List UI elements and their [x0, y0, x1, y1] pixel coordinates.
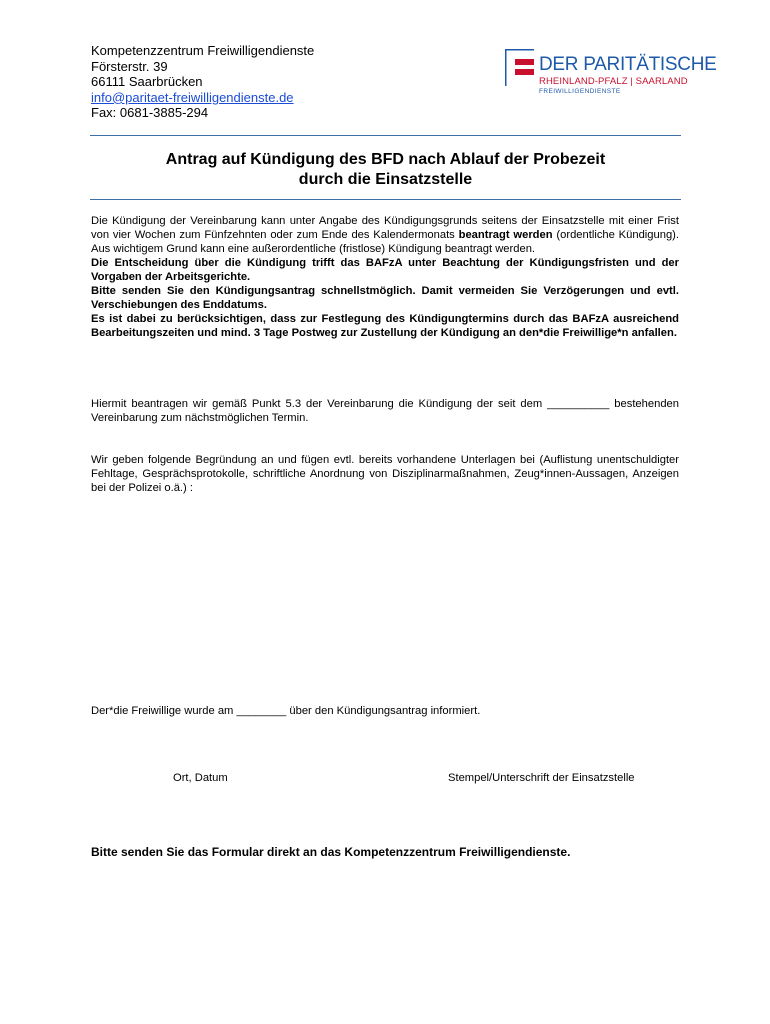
title-divider: [90, 199, 681, 200]
sender-address: [91, 43, 314, 121]
stamp-signature-label: Stempel/Unterschrift der Einsatzstelle: [448, 772, 635, 784]
sender-city: 66111 Saarbrücken: [91, 74, 203, 90]
intro-bold-send: Bitte senden Sie den Kündigungsantrag schnellstmöglich. Damit vermeiden Sie Verzögerungen und evtl. Verschiebungen des Enddatums.: [91, 285, 679, 311]
informed-line: Der*die Freiwillige wurde am ________ über den Kündigungsantrag informiert.: [91, 705, 481, 717]
intro-text-bold: beantragt werden: [458, 229, 553, 241]
title-line-1: Antrag auf Kündigung des BFD nach Ablauf der Probezeit: [165, 151, 606, 168]
intro-text-part-2: (ordentliche Kündigung). Aus wichtigem Grund kann eine außerordentliche (fristlose) Kündigung beantragt werden.: [91, 229, 680, 255]
intro-text-part-1: Die Kündigung der Vereinbarung kann unter Angabe des Kündigungsgrunds seitens der Einsatzstelle mit einer Frist von vier Wochen zum Fünfzehnten oder zum Ende des Kalendermonats: [91, 215, 679, 241]
paritaetische-logo: [505, 49, 717, 97]
sender-org: Kompetenzzentrum Freiwilligendienste: [91, 43, 315, 58]
sender-email-link[interactable]: info@paritaet-freiwilligendienste.de: [91, 89, 294, 105]
intro-text: [91, 214, 679, 256]
place-date-label: Ort, Datum: [173, 772, 228, 784]
logo-name: [539, 54, 717, 76]
sender-fax: Fax: 0681-3885-294: [91, 105, 209, 121]
intro-bold-consider: Es ist dabei zu berücksichtigen, dass zur Festlegung des Kündigungtermins durch das BAFzA ausreichend Bearbeitungszeiten und mind. 3 Tage Postweg zur Zustellung der Kündigung an den*die Freiwillige*n anfallen.: [91, 313, 679, 339]
logo-name-b: ISCHE: [659, 54, 717, 75]
request-paragraph: Hiermit beantragen wir gemäß Punkt 5.3 der Vereinbarung die Kündigung der seit dem __________ bestehenden Vereinbarung zum nächstmöglichen Termin.: [91, 398, 679, 424]
logo-name-a: DER PARITÄT: [539, 54, 660, 75]
sender-street: Försterstr. 39: [91, 58, 168, 74]
document-title: [90, 150, 681, 190]
header-divider: [90, 135, 681, 136]
title-line-2: durch die Einsatzstelle: [298, 171, 473, 188]
closing-instruction: Bitte senden Sie das Formular direkt an das Kompetenzzentrum Freiwilligendienste.: [91, 845, 571, 859]
reason-paragraph: Wir geben folgende Begründung an und fügen evtl. bereits vorhandene Unterlagen bei (Auflistung unentschuldigter Fehltage, Gesprächsprotokolle, schriftliche Anordnung von Disziplinarmaßnahmen, Zeug*innen-Aussagen, Anzeigen bei der Polizei o.ä.) :: [91, 454, 679, 494]
logo-subtitle: FREIWILLIGENDIENSTE: [539, 88, 621, 95]
logo-region: RHEINLAND-PFALZ | SAARLAND: [539, 76, 688, 87]
intro-paragraph: [91, 214, 679, 340]
intro-bold-decision: Die Entscheidung über die Kündigung trifft das BAFzA unter Beachtung der Kündigungsfristen und der Vorgaben der Arbeitsgerichte.: [91, 257, 679, 283]
logo-mark-icon: [505, 49, 534, 86]
